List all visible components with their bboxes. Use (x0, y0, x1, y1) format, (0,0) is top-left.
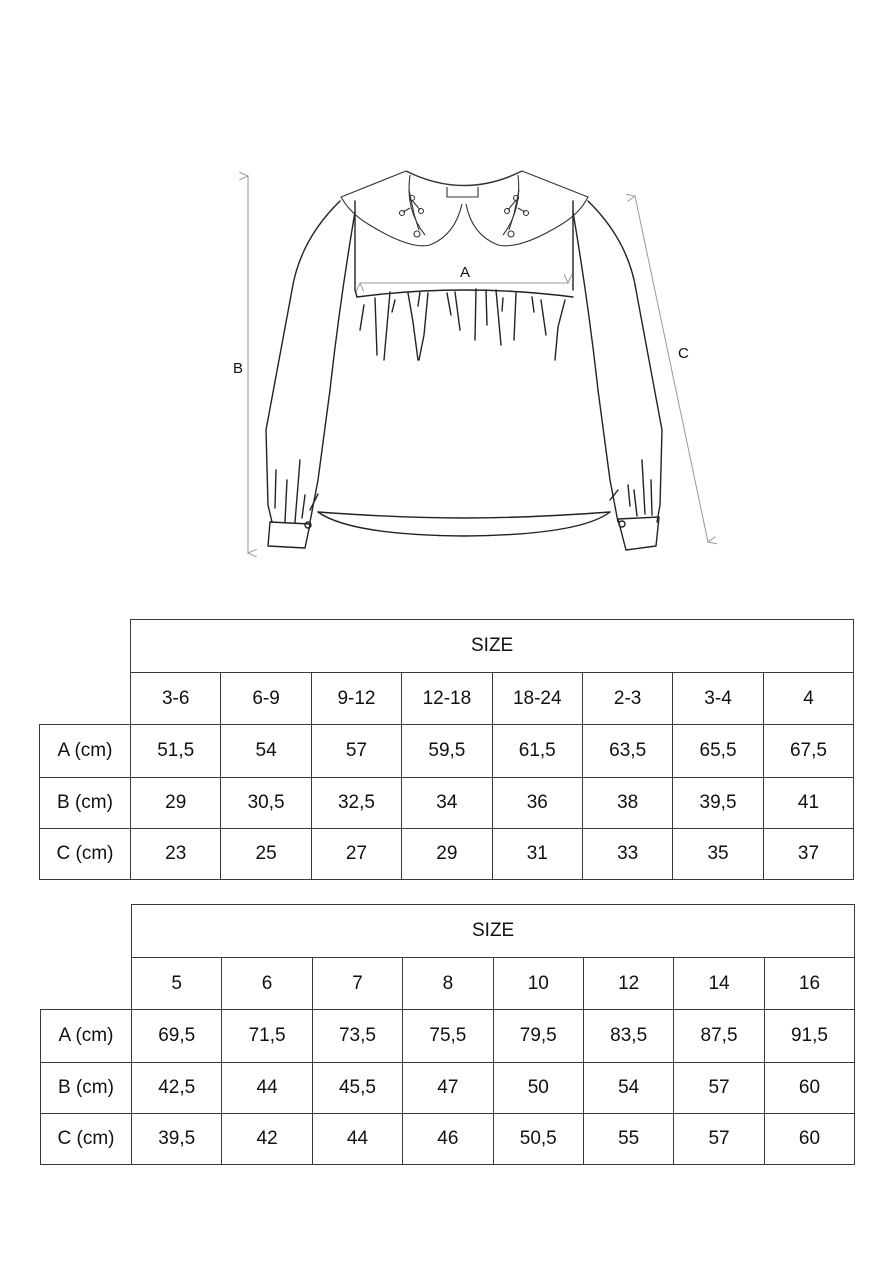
value-cell: 37 (763, 829, 854, 880)
corner-cell (41, 905, 132, 958)
value-cell: 46 (403, 1114, 493, 1165)
value-cell: 35 (673, 829, 763, 880)
value-cell: 25 (221, 829, 311, 880)
table-row (41, 1010, 855, 1063)
collar (341, 171, 588, 246)
value-cell: 42 (222, 1114, 312, 1165)
size-cell: 5 (132, 958, 222, 1010)
blouse-outline (266, 201, 662, 550)
row-label: C (cm) (40, 829, 131, 880)
dimension-a-label: A (460, 264, 471, 281)
size-cell: 7 (312, 958, 402, 1010)
table-row (40, 725, 854, 778)
value-cell: 67,5 (763, 725, 854, 778)
size-cell: 10 (493, 958, 583, 1010)
table-row (41, 1063, 855, 1114)
row-label: B (cm) (41, 1063, 132, 1114)
value-cell: 36 (492, 778, 582, 829)
value-cell: 50 (493, 1063, 583, 1114)
corner-cell (40, 620, 131, 673)
size-cell: 18-24 (492, 673, 582, 725)
value-cell: 29 (131, 778, 221, 829)
size-cell: 9-12 (311, 673, 401, 725)
value-cell: 34 (402, 778, 492, 829)
size-cell: 8 (403, 958, 493, 1010)
value-cell: 42,5 (132, 1063, 222, 1114)
value-cell: 39,5 (673, 778, 763, 829)
size-cell: 16 (764, 958, 855, 1010)
value-cell: 73,5 (312, 1010, 402, 1063)
value-cell: 33 (582, 829, 672, 880)
dimension-b-label: B (233, 360, 244, 377)
size-header: SIZE (131, 620, 854, 673)
value-cell: 39,5 (132, 1114, 222, 1165)
value-cell: 57 (674, 1063, 764, 1114)
value-cell: 61,5 (492, 725, 582, 778)
value-cell: 54 (583, 1063, 673, 1114)
size-row (41, 958, 855, 1010)
value-cell: 55 (583, 1114, 673, 1165)
row-label: A (cm) (40, 725, 131, 778)
value-cell: 60 (764, 1114, 855, 1165)
size-cell: 6 (222, 958, 312, 1010)
value-cell: 57 (311, 725, 401, 778)
value-cell: 87,5 (674, 1010, 764, 1063)
size-row (40, 673, 854, 725)
size-cell: 12 (583, 958, 673, 1010)
value-cell: 71,5 (222, 1010, 312, 1063)
value-cell: 65,5 (673, 725, 763, 778)
row-label: A (cm) (41, 1010, 132, 1063)
value-cell: 44 (312, 1114, 402, 1165)
value-cell: 83,5 (583, 1010, 673, 1063)
value-cell: 59,5 (402, 725, 492, 778)
value-cell: 57 (674, 1114, 764, 1165)
size-cell: 4 (763, 673, 854, 725)
table-row (40, 778, 854, 829)
value-cell: 69,5 (132, 1010, 222, 1063)
size-cell: 6-9 (221, 673, 311, 725)
size-cell: 14 (674, 958, 764, 1010)
size-header: SIZE (132, 905, 855, 958)
value-cell: 63,5 (582, 725, 672, 778)
value-cell: 54 (221, 725, 311, 778)
dimension-c-arrow (635, 196, 708, 542)
value-cell: 51,5 (131, 725, 221, 778)
size-cell: 12-18 (402, 673, 492, 725)
row-label: C (cm) (41, 1114, 132, 1165)
row-label: B (cm) (40, 778, 131, 829)
value-cell: 79,5 (493, 1010, 583, 1063)
value-cell: 32,5 (311, 778, 401, 829)
value-cell: 60 (764, 1063, 855, 1114)
value-cell: 50,5 (493, 1114, 583, 1165)
value-cell: 31 (492, 829, 582, 880)
value-cell: 44 (222, 1063, 312, 1114)
value-cell: 23 (131, 829, 221, 880)
size-cell: 2-3 (582, 673, 672, 725)
size-cell: 3-4 (673, 673, 763, 725)
value-cell: 47 (403, 1063, 493, 1114)
value-cell: 75,5 (403, 1010, 493, 1063)
table-row (41, 1114, 855, 1165)
value-cell: 30,5 (221, 778, 311, 829)
size-cell: 3-6 (131, 673, 221, 725)
value-cell: 41 (763, 778, 854, 829)
value-cell: 27 (311, 829, 401, 880)
dimension-c-label: C (678, 345, 689, 362)
value-cell: 29 (402, 829, 492, 880)
size-table-baby (39, 619, 854, 880)
value-cell: 38 (582, 778, 672, 829)
size-table-kids (40, 904, 855, 1165)
table-row (40, 829, 854, 880)
garment-illustration (0, 0, 892, 600)
value-cell: 45,5 (312, 1063, 402, 1114)
value-cell: 91,5 (764, 1010, 855, 1063)
